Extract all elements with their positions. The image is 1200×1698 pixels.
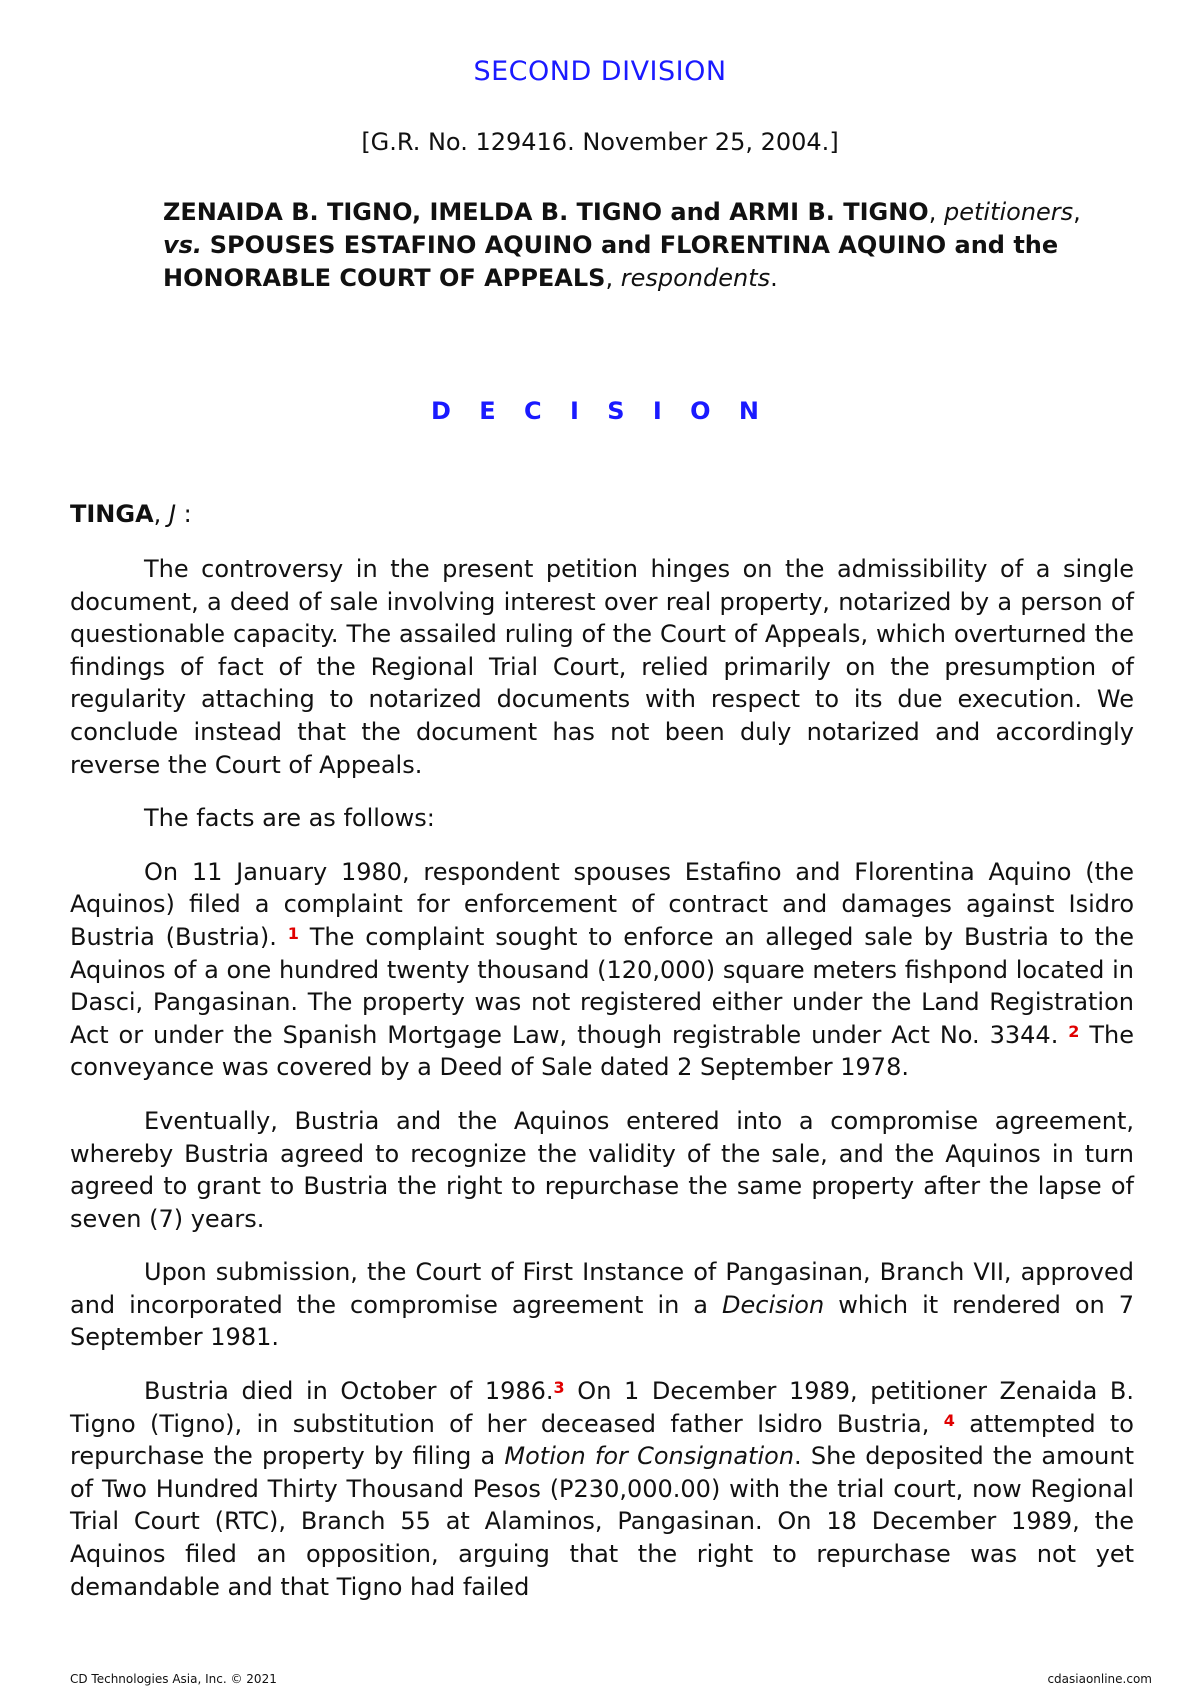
- italic-term: Decision: [722, 1290, 825, 1319]
- decision-heading: D E C I S I O N: [430, 397, 770, 425]
- ponente-name: TINGA: [70, 500, 154, 528]
- paragraph-text: The conveyance was covered by a Deed of Sale dated 2 September 1978.: [70, 1020, 1134, 1082]
- case-number: [G.R. No. 129416. November 25, 2004.]: [361, 128, 839, 156]
- paragraph-text: On 1 December 1989, petitioner Zenaida B. Tigno (Tigno), in substitution of her deceased father Isidro Bustria,: [70, 1377, 1134, 1438]
- respondents-label: respondents: [620, 264, 771, 292]
- footnote-link-3[interactable]: 3: [553, 1378, 565, 1398]
- paragraph-4: Eventually, Bustria and the Aquinos entered into a compromise agreement, whereby Bustria agreed to recognize the validity of the sale, and the Aquinos in turn agreed to grant to Bustria the right to repurchase the same property after the lapse of seven (7) years.: [70, 1106, 1134, 1233]
- decision-body: [70, 553, 1134, 1624]
- paragraph-text: On 11 January 1980, respondent spouses Estafino and Florentina Aquino (the Aquinos) filed a complaint for enforcement of contract and damages against Isidro Bustria (Bustria).: [70, 857, 1134, 951]
- petitioners-label: petitioners: [943, 198, 1074, 226]
- division-heading: SECOND DIVISION: [473, 56, 727, 87]
- petitioner-names: ZENAIDA B. TIGNO, IMELDA B. TIGNO and ARMI B. TIGNO: [163, 198, 929, 226]
- paragraph-text: The complaint sought to enforce an alleged sale by Bustria to the Aquinos of a one hundred twenty thousand (120,000) square meters fishpond located in Dasci, Pangasinan. The property was not registered either under the Land Registration Act or under the Spanish Mortgage Law, though registrable under Act No. 3344.: [70, 922, 1134, 1049]
- paragraph-text: attempted to repurchase the property by filing a: [70, 1409, 1134, 1471]
- footer-site[interactable]: cdasiaonline.com: [1047, 1672, 1152, 1686]
- paragraph-2: The facts are as follows:: [144, 804, 435, 833]
- versus: vs.: [163, 231, 203, 259]
- comma: ,: [1073, 198, 1081, 226]
- ponente: [70, 500, 192, 528]
- ponente-comma: ,: [153, 500, 162, 528]
- ponente-colon: :: [183, 500, 192, 528]
- italic-term: Motion for Consignation: [504, 1442, 795, 1471]
- paragraph-3: [70, 856, 1134, 1084]
- comma: ,: [928, 198, 937, 226]
- paragraph-1: The controversy in the present petition hinges on the admissibility of a single document, a deed of sale involving interest over real property, notarized by a person of questionable capacity. The assailed ruling of the Court of Appeals, which overturned the findings of fact of the Regional Trial Court, relied primarily on the presumption of regularity attaching to notarized documents with respect to its due execution. We conclude instead that the document has not been duly notarized and accordingly reverse the Court of Appeals.: [70, 555, 1134, 779]
- paragraph-text: Upon submission, the Court of First Instance of Pangasinan, Branch VII, approved and incorporated the compromise agreement in a: [70, 1258, 1134, 1319]
- paragraph-text: which it rendered on 7 September 1981.: [70, 1290, 1134, 1352]
- footnote-link-1[interactable]: 1: [287, 923, 299, 943]
- ponente-title: J: [168, 500, 177, 528]
- footnote-link-4[interactable]: 4: [943, 1410, 955, 1430]
- case-parties: [163, 196, 1093, 295]
- footer-copyright: CD Technologies Asia, Inc. © 2021: [70, 1672, 277, 1686]
- comma: ,: [605, 264, 614, 292]
- period: .: [770, 264, 778, 292]
- paragraph-6: [70, 1375, 1134, 1603]
- respondent-names: SPOUSES ESTAFINO AQUINO and FLORENTINA AQUINO and the HONORABLE COURT OF APPEALS: [163, 231, 1059, 292]
- paragraph-5: [70, 1256, 1134, 1354]
- footnote-link-2[interactable]: 2: [1068, 1021, 1080, 1041]
- paragraph-text: . She deposited the amount of Two Hundred Thirty Thousand Pesos (P230,000.00) with the trial court, now Regional Trial Court (RTC), Branch 55 at Alaminos, Pangasinan. On 18 December 1989, the Aquinos filed an opposition, arguing that the right to repurchase was not yet demandable and that Tigno had failed: [70, 1442, 1135, 1601]
- paragraph-text: Bustria died in October of 1986.: [144, 1377, 554, 1406]
